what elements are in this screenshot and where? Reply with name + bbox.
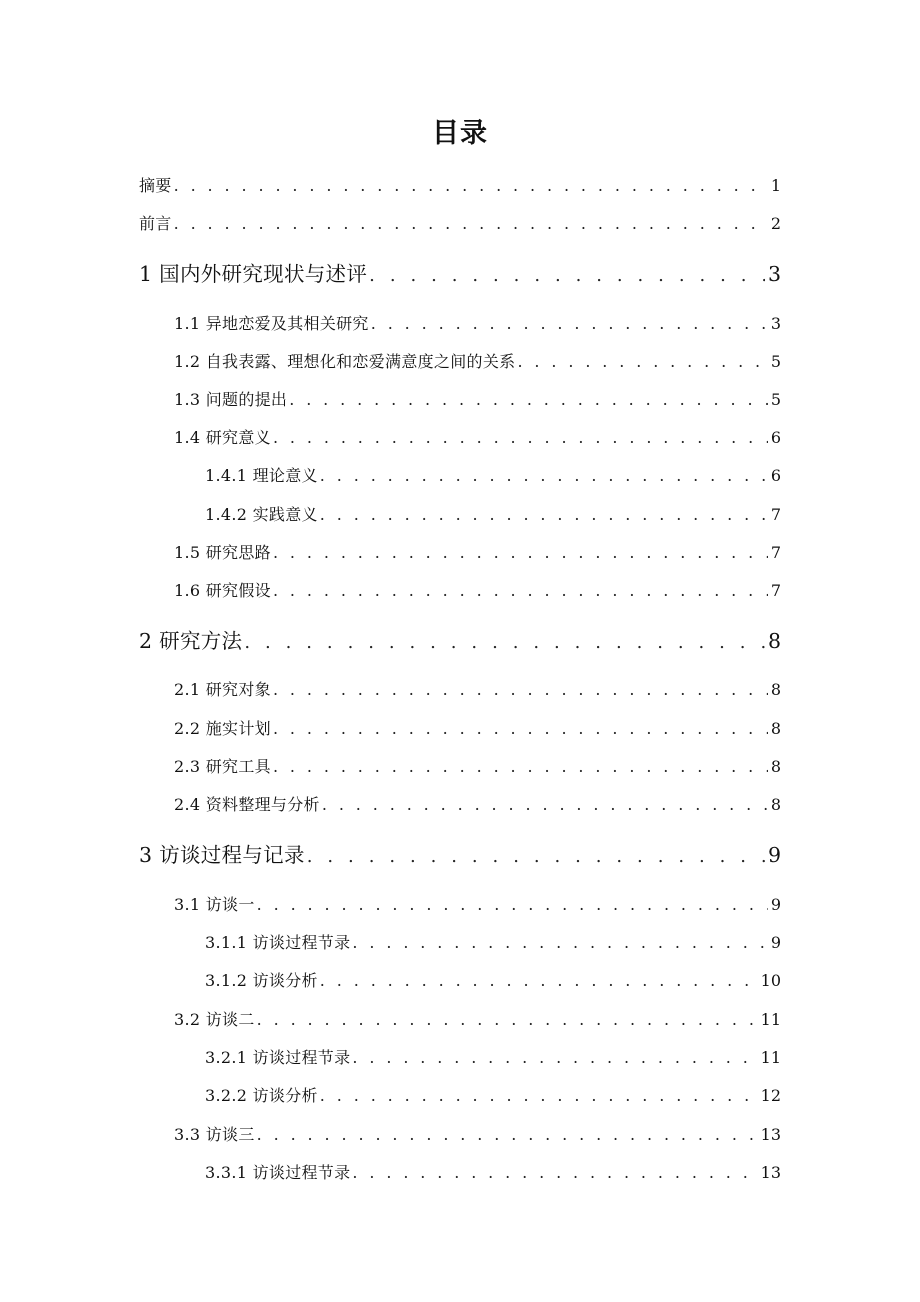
toc-entry-page: 8 [770,757,781,776]
toc-leader-dots [320,501,768,529]
toc-leader-dots [517,348,767,376]
toc-entry-label: 1.4.2 实践意义 [205,505,318,524]
toc-leader-dots [369,259,765,291]
toc-entry-1-4-1[interactable] [205,462,781,490]
toc-entry-label: 3.1 访谈一 [174,895,255,914]
toc-entry-label: 1.6 研究假设 [174,581,271,600]
toc-leader-dots [320,462,768,490]
toc-entry-preface[interactable] [139,210,781,238]
toc-entry-label: 1.4.1 理论意义 [205,466,318,485]
toc-entry-label: 3.2.1 访谈过程节录 [205,1048,351,1067]
toc-entry-2-2[interactable] [174,715,781,743]
toc-leader-dots [257,1121,758,1149]
toc-entry-page: 3 [770,314,781,333]
toc-entry-page: 7 [770,581,781,600]
toc-entry-page: 3 [767,262,781,286]
toc-entry-page: 13 [760,1125,781,1144]
toc-leader-dots [257,1006,758,1034]
toc-entry-label: 3 访谈过程与记录 [139,843,305,867]
toc-entry-label: 2.3 研究工具 [174,757,271,776]
toc-entry-label: 摘要 [139,176,172,195]
toc-entry-1-1[interactable] [174,310,781,338]
toc-entry-page: 9 [770,895,781,914]
toc-entry-3-1-2[interactable] [205,967,781,995]
toc-entry-1-3[interactable] [174,386,781,414]
toc-entry-page: 8 [770,795,781,814]
toc-leader-dots [322,791,768,819]
toc-entry-2-3[interactable] [174,753,781,781]
toc-entry-label: 3.3 访谈三 [174,1125,255,1144]
toc-entry-label: 1.4 研究意义 [174,428,271,447]
toc-entry-page: 11 [760,1010,781,1029]
toc-entry-3-3-1[interactable] [205,1159,781,1187]
toc-entry-page: 12 [760,1086,781,1105]
toc-entry-label: 3.2 访谈二 [174,1010,255,1029]
toc-chapter-3[interactable] [139,838,781,872]
toc-leader-dots [244,626,765,658]
toc-leader-dots [371,310,768,338]
toc-entry-label: 1.3 问题的提出 [174,390,288,409]
toc-entry-label: 3.1.2 访谈分析 [205,971,318,990]
toc-entry-page: 1 [770,176,781,195]
toc-entry-page: 13 [760,1163,781,1182]
toc-entry-1-4[interactable] [174,424,781,452]
toc-chapter-2[interactable] [139,624,781,658]
toc-entry-label: 3.2.2 访谈分析 [205,1086,318,1105]
toc-entry-label: 1.1 异地恋爱及其相关研究 [174,314,369,333]
toc-entry-page: 7 [770,543,781,562]
toc-title: 目录 [432,118,488,149]
toc-entry-label: 3.3.1 访谈过程节录 [205,1163,351,1182]
toc-leader-dots [352,929,767,957]
toc-entry-2-1[interactable] [174,676,781,704]
toc-entry-2-4[interactable] [174,791,781,819]
toc-entry-1-4-2[interactable] [205,501,781,529]
toc-entry-3-1-1[interactable] [205,929,781,957]
toc-entry-label: 3.1.1 访谈过程节录 [205,933,351,952]
toc-entry-3-3[interactable] [174,1121,781,1149]
toc-leader-dots [352,1159,757,1187]
toc-entry-page: 7 [770,505,781,524]
toc-leader-dots [289,386,768,414]
toc-leader-dots [273,676,768,704]
toc-leader-dots [273,715,768,743]
toc-leader-dots [174,210,768,238]
toc-entry-3-2[interactable] [174,1006,781,1034]
toc-leader-dots [174,172,768,200]
toc-entry-page: 2 [770,214,781,233]
toc-entry-page: 8 [767,629,781,653]
toc-leader-dots [273,753,768,781]
toc-leader-dots [320,1082,758,1110]
toc-entry-page: 9 [770,933,781,952]
toc-entry-label: 2.1 研究对象 [174,680,271,699]
toc-entry-page: 11 [760,1048,781,1067]
toc-entry-1-6[interactable] [174,577,781,605]
toc-leader-dots [257,891,768,919]
toc-entry-3-1[interactable] [174,891,781,919]
toc-entry-page: 9 [767,843,781,867]
toc-entry-label: 1 国内外研究现状与述评 [139,262,368,286]
toc-entry-1-5[interactable] [174,539,781,567]
toc-entry-label: 前言 [139,214,172,233]
toc-entry-label: 1.5 研究思路 [174,543,271,562]
toc-leader-dots [273,577,768,605]
toc-entry-page: 6 [770,466,781,485]
toc-leader-dots [320,967,758,995]
toc-leader-dots [273,539,768,567]
toc-entry-page: 5 [770,390,781,409]
toc-entry-label: 2 研究方法 [139,629,243,653]
toc-leader-dots [307,840,765,872]
toc-entry-page: 8 [770,680,781,699]
toc-entry-page: 10 [760,971,781,990]
toc-entry-label: 1.2 自我表露、理想化和恋爱满意度之间的关系 [174,352,516,371]
toc-entry-page: 8 [770,719,781,738]
toc-entry-label: 2.4 资料整理与分析 [174,795,320,814]
toc-entry-3-2-1[interactable] [205,1044,781,1072]
toc-chapter-1[interactable] [139,257,781,291]
toc-entry-label: 2.2 施实计划 [174,719,271,738]
toc-entry-page: 5 [770,352,781,371]
toc-leader-dots [352,1044,757,1072]
toc-entry-page: 6 [770,428,781,447]
toc-entry-abstract[interactable] [139,172,781,200]
toc-leader-dots [273,424,768,452]
toc-entry-1-2[interactable] [174,348,781,376]
toc-entry-3-2-2[interactable] [205,1082,781,1110]
